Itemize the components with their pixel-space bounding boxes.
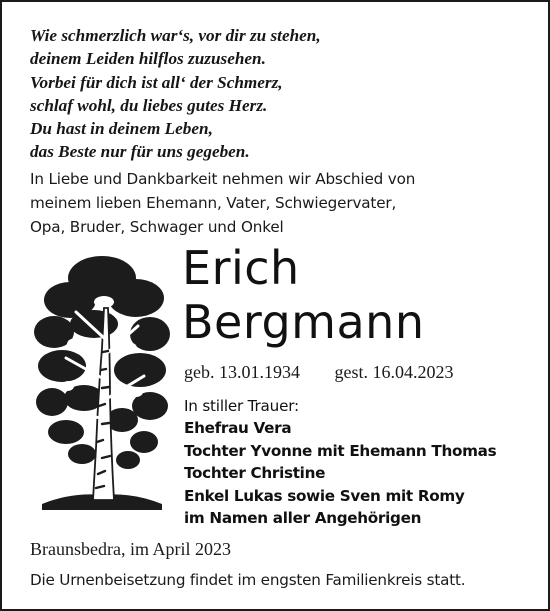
mourner-entry: im Namen aller Angehörigen: [184, 509, 422, 528]
mourner-entry: Ehefrau Vera: [184, 419, 292, 438]
poem-line: das Beste nur für uns gegeben.: [30, 142, 250, 162]
poem-line: Wie schmerzlich war‘s, vor dir zu stehen,: [30, 26, 321, 45]
intro-line: In Liebe und Dankbarkeit nehmen wir Abschied von: [30, 170, 416, 188]
mourners-list: [184, 395, 496, 529]
memorial-poem: [30, 24, 321, 164]
last-name: Bergmann: [182, 295, 425, 349]
birch-tree-icon: [32, 248, 172, 512]
deceased-name: [182, 241, 424, 349]
poem-line: Vorbei für dich ist all‘ der Schmerz,: [30, 72, 283, 92]
life-dates: [184, 362, 454, 383]
farewell-intro: [30, 167, 415, 239]
intro-line: Opa, Bruder, Schwager und Onkel: [30, 218, 284, 236]
birth-date: geb. 13.01.1934: [184, 362, 300, 382]
place-and-date: Braunsbedra, im April 2023: [30, 539, 231, 559]
burial-note: Die Urnenbeisetzung findet im engsten Familienkreis statt.: [30, 571, 466, 589]
mourners-label: In stiller Trauer:: [184, 397, 299, 415]
poem-line: Du hast in deinem Leben,: [30, 119, 213, 139]
mourner-entry: Enkel Lukas sowie Sven mit Romy: [184, 486, 465, 505]
death-date: gest. 16.04.2023: [334, 362, 454, 382]
intro-line: meinem lieben Ehemann, Vater, Schwiegervater,: [30, 194, 397, 212]
first-name: Erich: [182, 241, 300, 295]
mourner-entry: Tochter Yvonne mit Ehemann Thomas: [184, 441, 497, 460]
mourner-entry: Tochter Christine: [184, 464, 326, 483]
poem-line: schlaf wohl, du liebes gutes Herz.: [30, 95, 268, 115]
poem-line: deinem Leiden hilflos zuzusehen.: [30, 49, 266, 69]
